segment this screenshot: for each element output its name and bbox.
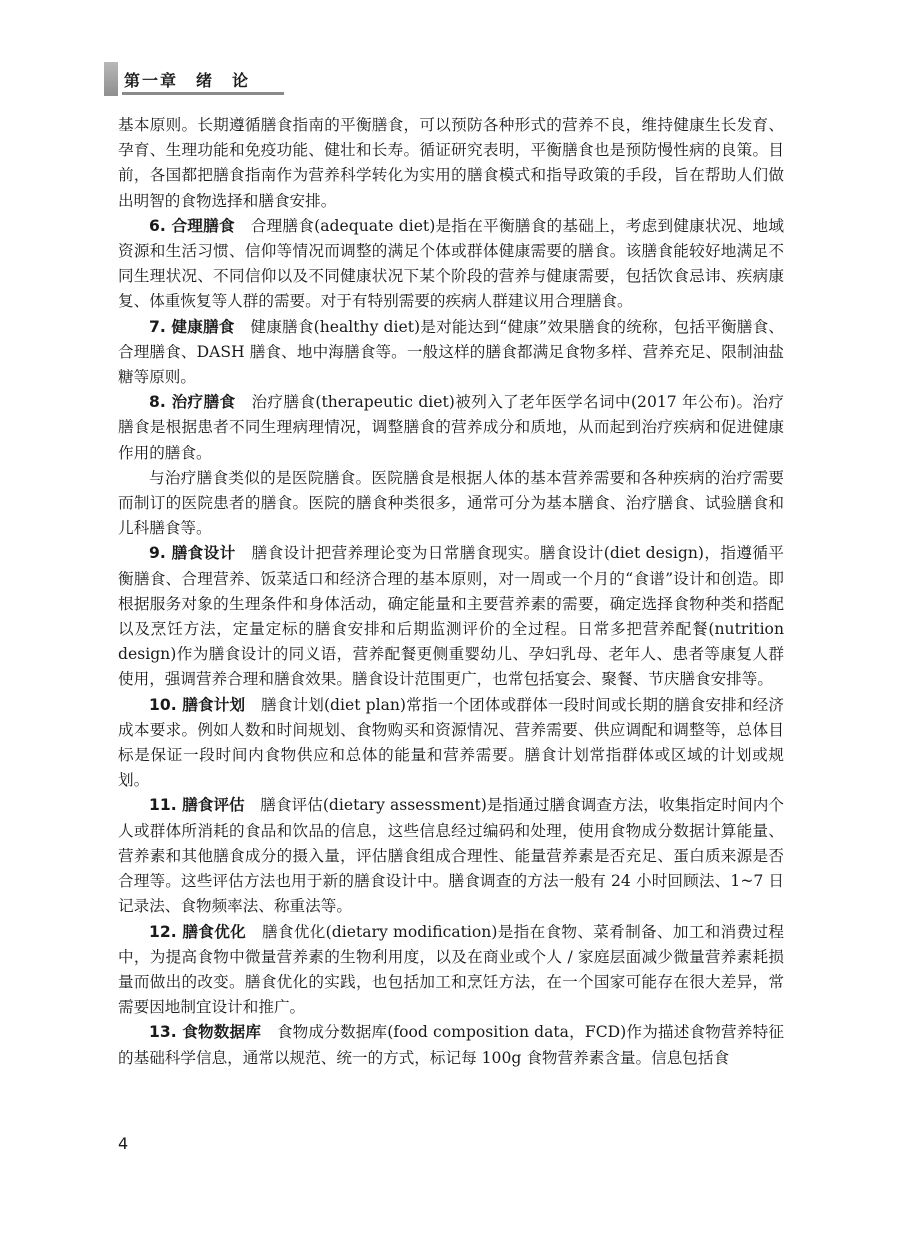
paragraph-text: 膳食设计把营养理论变为日常膳食现实。膳食设计(diet design)，指遵循平衡膳食、合理营养、饭菜适口和经济合理的基本原则，对一周或一个月的“食谱”设计和创造。即根据服务对象的生理条件和身体活动，确定能量和主要营养素的需要，确定选择食物种类和搭配以及烹饪方法，定量定标的膳食安排和后期监测评价的全过程。日常多把营养配餐(nutrition design)作为膳食设计的同义语，营养配餐更侧重婴幼儿、孕妇乳母、老年人、患者等康复人群使用，强调营养合理和膳食效果。膳食设计范围更广，也常包括宴会、聚餐、节庆膳食安排等。 — [118, 544, 784, 689]
term-heading: 13. 食物数据库 — [149, 1023, 262, 1042]
paragraph-healthy-diet — [118, 315, 784, 391]
term-heading: 8. 治疗膳食 — [149, 393, 236, 412]
paragraph-food-database — [118, 1020, 784, 1070]
chapter-header — [104, 62, 284, 96]
paragraph-dietary-assessment — [118, 793, 784, 919]
chapter-title: 第一章 绪 论 — [124, 71, 251, 90]
term-heading: 7. 健康膳食 — [149, 317, 235, 336]
paragraph-text: 膳食评估(dietary assessment)是指通过膳食调查方法，收集指定时间内个人或群体所消耗的食品和饮品的信息，这些信息经过编码和处理，使用食物成分数据计算能量、营养素和其他膳食成分的摄入量，评估膳食组成合理性、能量营养素是否充足、蛋白质来源是否合理等。这些评估方法也用于新的膳食设计中。膳食调查的方法一般有 24 小时回顾法、1~7 日记录法、食物频率法、称重法等。 — [118, 796, 784, 916]
paragraph-hospital-diet — [118, 466, 784, 542]
paragraph-dietary-modification — [118, 920, 784, 1021]
paragraph-continuation — [118, 113, 784, 214]
paragraph-text: 膳食计划(diet plan)常指一个团体或群体一段时间或长期的膳食安排和经济成本要求。例如人数和时间规划、食物购买和资源情况、营养需要、供应调配和调整等，总体目标是保证一段时间内食物供应和总体的能量和营养需要。膳食计划常指群体或区域的计划或规划。 — [118, 695, 784, 790]
paragraph-text: 治疗膳食(therapeutic diet)被列入了老年医学名词中(2017 年公布)。治疗膳食是根据患者不同生理病理情况，调整膳食的营养成分和质地，从而起到治疗疾病和促进健康作用的膳食。 — [118, 393, 784, 462]
paragraph-text: 食物成分数据库(food composition data，FCD)作为描述食物营养特征的基础科学信息，通常以规范、统一的方式，标记每 100g 食物营养素含量。信息包括食 — [118, 1023, 784, 1067]
paragraph-text: 基本原则。长期遵循膳食指南的平衡膳食，可以预防各种形式的营养不良，维持健康生长发育、孕育、生理功能和免疫功能、健壮和长寿。循证研究表明，平衡膳食也是预防慢性病的良策。目前，各国都把膳食指南作为营养科学转化为实用的膳食模式和指导政策的手段，旨在帮助人们做出明智的食物选择和膳食安排。 — [118, 116, 784, 210]
term-heading: 6. 合理膳食 — [149, 216, 235, 235]
paragraph-diet-plan — [118, 693, 784, 794]
term-heading: 12. 膳食优化 — [149, 922, 247, 941]
paragraph-adequate-diet — [118, 214, 784, 315]
paragraph-diet-design — [118, 541, 784, 692]
header-rule — [122, 92, 284, 95]
paragraph-text: 合理膳食(adequate diet)是指在平衡膳食的基础上，考虑到健康状况、地域资源和生活习惯、信仰等情况而调整的满足个体或群体健康需要的膳食。该膳食能较好地满足不同生理状况、不同信仰以及不同健康状况下某个阶段的营养与健康需要，包括饮食忌讳、疾病康复、体重恢复等人群的需要。对于有特别需要的疾病人群建议用合理膳食。 — [118, 216, 784, 311]
term-heading: 10. 膳食计划 — [149, 695, 246, 714]
paragraph-text: 膳食优化(dietary modification)是指在食物、菜肴制备、加工和消费过程中，为提高食物中微量营养素的生物利用度，以及在商业或个人 / 家庭层面减少微量营养素耗损量而做出的改变。膳食优化的实践，也包括加工和烹饪方法，在一个国家可能存在很大差异，常需要因地制宜设计和推广。 — [118, 922, 784, 1017]
paragraph-text: 健康膳食(healthy diet)是对能达到“健康”效果膳食的统称，包括平衡膳食、合理膳食、DASH 膳食、地中海膳食等。一般这样的膳食都满足食物多样、营养充足、限制油盐糖等原则。 — [118, 317, 784, 387]
term-heading: 11. 膳食评估 — [149, 796, 245, 815]
paragraph-text: 与治疗膳食类似的是医院膳食。医院膳食是根据人体的基本营养需要和各种疾病的治疗需要而制订的医院患者的膳食。医院的膳食种类很多，通常可分为基本膳食、治疗膳食、试验膳食和儿科膳食等。 — [118, 468, 784, 538]
page-number: 4 — [118, 1134, 129, 1153]
term-heading: 9. 膳食设计 — [149, 544, 236, 563]
body-text — [118, 113, 784, 1071]
header-side-bar — [104, 62, 118, 96]
paragraph-therapeutic-diet — [118, 390, 784, 466]
